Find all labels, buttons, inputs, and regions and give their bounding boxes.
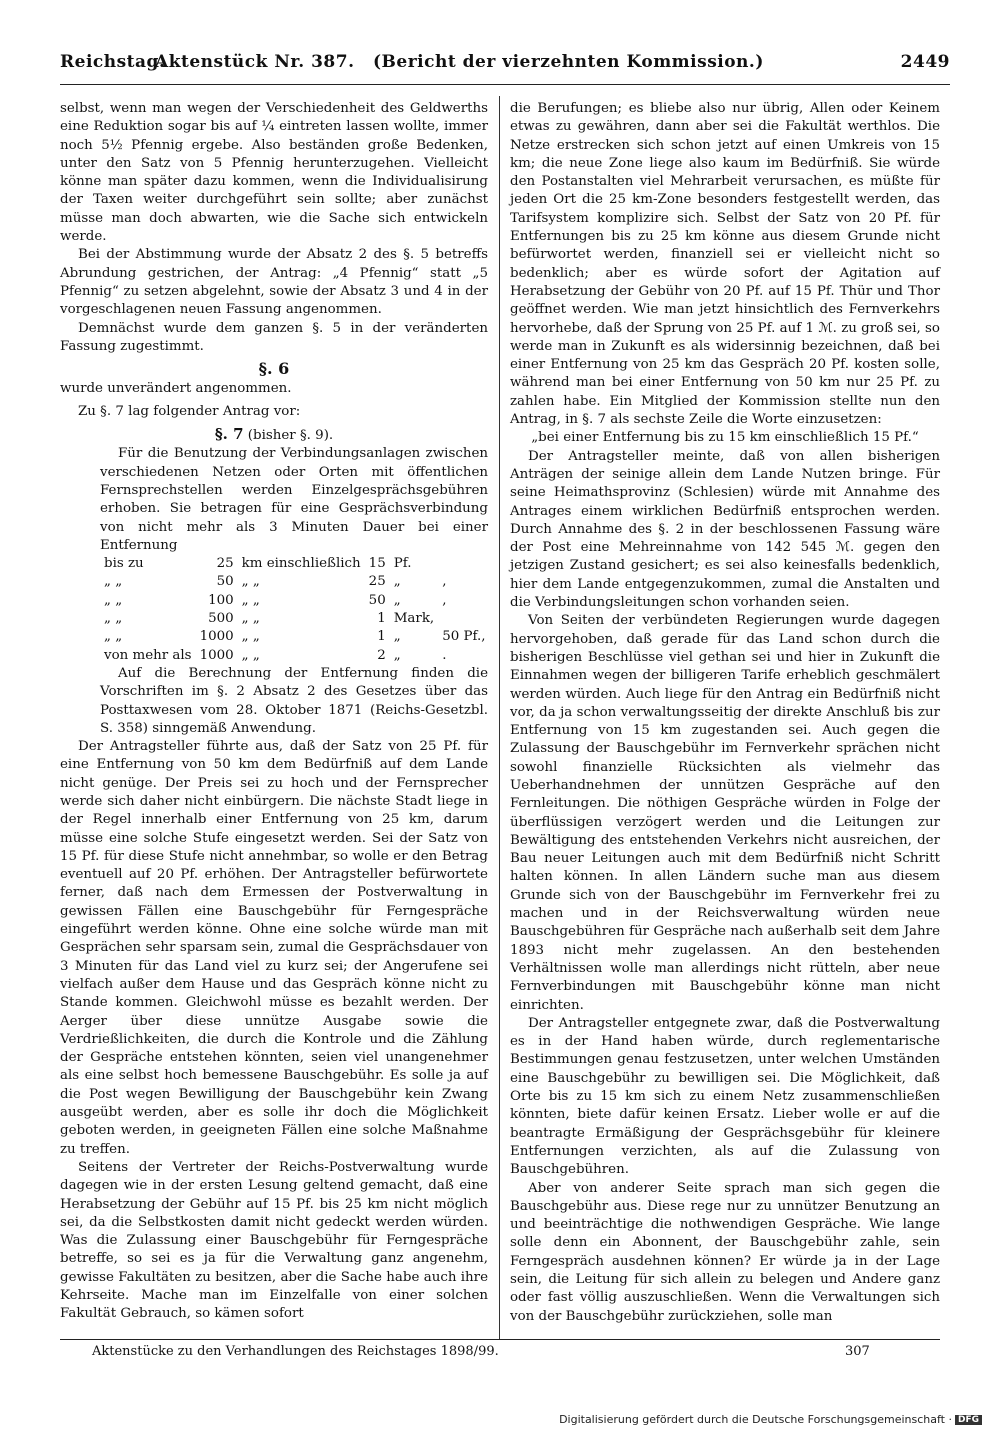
paragraph: Der Antragsteller entgegnete zwar, daß die Postverwaltung es in der Hand haben würde, durch reglementarische Bestimmungen genau festzusetzen, unter welchen Umständen eine Bauschgebühr zu bewilligen sei. Die Möglichkeit, daß Orte bis zu 15 km sich zu einem Netz zusammenschließen könnten, biete dafür keinen Ersatz. Lieber wolle er auf die beantragte Ermäßigung der Gesprächsgebühr für kleinere Entfernungen verzichten, als auf die Zulassung von Bauschgebühren.: [510, 1015, 940, 1178]
running-header: [60, 52, 950, 86]
rate-cell-unit: „ „: [241, 592, 260, 608]
paragraph: Seitens der Vertreter der Reichs-Postverwaltung wurde dagegen wie in der ersten Lesung geltend gemacht, daß eine Herabsetzung der Gebühr auf 15 Pf. bis 25 km nicht möglich sei, da die Selbstkosten damit nicht gedeckt werden würden. Was die Zulassung einer Bauschgebühr für Ferngespräche betreffe, so sei es ja für die Verwaltung ganz angenehm, gewisse Fakultäten zu besitzen, aber die Sache habe auch ihre Kehrseite. Mache man im Einzelfalle von einer solchen Fakultät Gebrauch, so kämen sofort: [60, 1159, 488, 1322]
rate-cell-ex: .: [442, 647, 447, 663]
paragraph: Zu §. 7 lag folgender Antrag vor:: [78, 403, 301, 419]
rate-cell-ex: ,: [442, 592, 447, 608]
rate-cell-km: 500: [208, 611, 234, 627]
rate-cell-fee: 15: [368, 556, 386, 572]
rate-row: [100, 573, 490, 591]
rate-cell-km: 50: [216, 574, 234, 590]
section-7-label: §. 7: [214, 425, 244, 444]
rate-cell-ex: ,: [442, 574, 447, 590]
footer-page-number: 307: [845, 1344, 870, 1359]
rate-row: [100, 647, 490, 665]
rate-cell-cur: Pf.: [393, 556, 412, 572]
rate-cell-km: 100: [208, 592, 234, 608]
paragraph: die Berufungen; es bliebe also nur übrig, Allen oder Keinem etwas zu gewähren, dann aber sei die Fakultät werthlos. Die Netze erstrecken sich schon jetzt auf einen Umkreis von 15 km; die neue Zone liege also kaum im Bedürfniß. Sie würde den Postanstalten viel Mehrarbeit verursachen, es müßte für jeden Ort die 25 km-Zone besonders festgestellt werden, das Tarifsystem komplizire sich. Selbst der Satz von 20 Pf. für Entfernungen bis zu 25 km könne aus diesem Grunde nicht befürwortet werden, finanziell sei er vielleicht nicht so bedenklich; aber es würde sofort der Agitation auf Herabsetzung der Gebühr von 20 Pf. auf 15 Pf. Thür und Thor geöffnet werden. Wie man jetzt hinsichtlich des Fernverkehrs hervorhebe, daß der Sprung von 25 Pf. auf 1 ℳ. zu groß sei, so werde man in Zukunft es als widersinnig bezeichnen, daß bei einer Entfernung von 25 km das Gespräch 20 Pf. kosten solle, während man bei einer Entfernung von 50 km nur 25 Pf. zu zahlen habe. Ein Mitglied der Kommission stellte nun den Antrag, in §. 7 als sechste Zeile die Worte einzusetzen:: [510, 101, 940, 428]
rate-cell-pre: „ „: [104, 592, 123, 608]
left-column: [60, 100, 488, 1324]
page-number: 2449: [900, 52, 950, 72]
rate-cell-cur: „: [393, 647, 401, 663]
quoted-amendment: „bei einer Entfernung bis zu 15 km einschließlich 15 Pf.“: [531, 430, 919, 446]
paragraph: selbst, wenn man wegen der Verschiedenheit des Geldwerths eine Reduktion sogar bis auf ¼ eintreten lassen wollte, immer noch 5½ Pfennig ergebe. Also beständen große Bedenken, unter den Satz von 5 Pfennig herunterzugehen. Vielleicht könne man später dazu kommen, wenn die Individualisirung der Taxen weiter durchgeführt sein sollte; aber zunächst müsse man doch abwarten, wie die Sache sich entwickeln werde.: [60, 101, 488, 245]
rate-cell-pre: „ „: [104, 611, 123, 627]
rate-cell-unit: „ „: [241, 611, 260, 627]
digitization-text: Digitalisierung gefördert durch die Deutsche Forschungsgemeinschaft ·: [559, 1413, 952, 1426]
rate-cell-cur: Mark,: [393, 611, 435, 627]
header-rule: [60, 84, 950, 85]
rate-cell-unit: „ „: [241, 629, 260, 645]
paragraph: Aber von anderer Seite sprach man sich gegen die Bauschgebühr aus. Diese rege nur zu unnützer Benutzung an und beeinträchtige die nothwendigen Gespräche. Wie lange solle denn ein Abonnent, der Bauschgebühr zahle, sein Ferngespräch ausdehnen können? Er würde ja in der Lage sein, die Leitung für sich allein zu belegen und Andere ganz oder fast völlig auszuschließen. Wenn die Verwaltungen sich von der Bauschgebühr zurückziehen, solle man: [510, 1180, 940, 1324]
rate-cell-fee: 2: [377, 647, 386, 663]
rate-cell-unit: „ „: [241, 574, 260, 590]
digitization-credit: [559, 1413, 982, 1426]
paragraph: Auf die Berechnung der Entfernung finden die Vorschriften im §. 2 Absatz 2 des Gesetzes über das Posttaxwesen vom 28. Oktober 1871 (Reichs-Gesetzbl. S. 358) sinngemäß Anwendung.: [100, 665, 488, 736]
rate-cell-unit: „ „: [241, 647, 260, 663]
paragraph: Bei der Abstimmung wurde der Absatz 2 des §. 5 betreffs Abrundung gestrichen, der Antrag: „4 Pfennig“ statt „5 Pfennig“ zu setzen abgelehnt, sowie der Absatz 3 und 4 in der vorgeschlagenen neuen Fassung angenommen.: [60, 247, 488, 318]
rate-row: [100, 628, 490, 646]
section-heading-6: §. 6: [258, 359, 290, 379]
paragraph: Demnächst wurde dem ganzen §. 5 in der veränderten Fassung zugestimmt.: [60, 320, 488, 354]
rate-cell-unit: km einschließlich: [241, 556, 361, 572]
section-7-note: (bisher §. 9).: [243, 428, 334, 444]
paragraph: Für die Benutzung der Verbindungsanlagen zwischen verschiedenen Netzen oder Orten mit öffentlichen Fernsprechstellen werden Einzelgesprächsgebühren erhoben. Sie betragen für eine Gesprächsverbindung von nicht mehr als 3 Minuten Dauer bei einer Entfernung: [100, 446, 488, 553]
rate-row: [100, 592, 490, 610]
paragraph: Der Antragsteller meinte, daß von allen bisherigen Anträgen der seinige allein dem Lande Nutzen bringe. Für seine Heimathsprovinz (Schlesien) würde mit Annahme des Antrages einem wirklichen Bedürfniß entsprochen werden. Durch Annahme des §. 2 in der beschlossenen Fassung wäre der Post eine Mehreinnahme von 142 545 ℳ. gegen den jetzigen Zustand gesichert; es sei also keinesfalls bedenklich, hier dem Lande entgegenzukommen, zumal die Anstalten und die Verbindungsleitungen schon vorhanden seien.: [510, 448, 940, 611]
section-heading-7: [60, 425, 488, 445]
rate-cell-fee: 50: [368, 592, 386, 608]
rate-cell-cur: „: [393, 592, 401, 608]
column-divider: [499, 96, 500, 1340]
header-reichstag: Reichstag.: [60, 52, 166, 72]
rate-cell-fee: 1: [377, 629, 386, 645]
rate-cell-pre: bis zu: [104, 556, 144, 572]
paragraph: Von Seiten der verbündeten Regierungen wurde dagegen hervorgehoben, daß gerade für das Land schon durch die bisherigen Beschlüsse viel gethan sei und hier in Zukunft die Einnahmen wegen der billigeren Tarife erheblich geschmälert werden würden. Auch liege für den Antrag ein Bedürfniß nicht vor, da ja schon verwaltungsseitig der direkte Anschluß bis zur Entfernung von 15 km zugestanden sei. Auch gegen die Zulassung der Bauschgebühr im Fernverkehr sprächen nicht sowohl finanzielle Rücksichten als vielmehr das Ueberhandnehmen der unnützen Gespräche auf den Fernleitungen. Die nöthigen Gespräche würden in Folge der überflüssigen verzögert werden und die Leitungen zur Bewältigung des entstehenden Verkehrs nicht ausreichen, der Bau neuer Leitungen auch mit dem Bedürfniß nicht Schritt halten können. In allen Ländern suche man aus diesem Grunde sich von der Bauschgebühr im Fernverkehr frei zu machen und in der Reichsverwaltung würden neue Bauschgebühren für Gespräche nach außerhalb seit dem Jahre 1893 nicht mehr zugelassen. An den bestehenden Verhältnissen wolle man allerdings nicht rütteln, aber neue Fernverbindungen mit Bauschgebühr könne man nicht einrichten.: [510, 613, 940, 1013]
footer-source: Aktenstücke zu den Verhandlungen des Reichstages 1898/99.: [92, 1344, 499, 1359]
paragraph: wurde unverändert angenommen.: [60, 381, 292, 397]
rate-cell-km: 1000: [199, 647, 234, 663]
footer-rule: [60, 1339, 940, 1340]
rate-cell-km: 25: [216, 556, 234, 572]
rate-cell-fee: 1: [377, 611, 386, 627]
rate-cell-pre: von mehr als: [104, 647, 192, 663]
header-document-number: Aktenstück Nr. 387.: [155, 52, 355, 72]
rate-row: [100, 555, 490, 573]
rate-cell-cur: „: [393, 574, 401, 590]
rate-cell-fee: 25: [368, 574, 386, 590]
rate-table: [100, 555, 490, 665]
rate-cell-km: 1000: [199, 629, 234, 645]
header-report-title: (Bericht der vierzehnten Kommission.): [373, 52, 764, 72]
right-column: [510, 100, 940, 1326]
dfg-logo: DFG: [955, 1415, 982, 1425]
rate-cell-ex: 50 Pf.,: [442, 629, 486, 645]
rate-cell-cur: „: [393, 629, 401, 645]
rate-cell-pre: „ „: [104, 574, 123, 590]
rate-row: [100, 610, 490, 628]
rate-cell-ex: [438, 610, 489, 628]
rate-cell-pre: „ „: [104, 629, 123, 645]
rate-cell-ex: [438, 555, 489, 573]
proposal-text: [100, 445, 488, 738]
paragraph: Der Antragsteller führte aus, daß der Satz von 25 Pf. für eine Entfernung von 50 km dem Bedürfniß auf dem Lande nicht genüge. Der Preis sei zu hoch und der Fernsprecher werde sich daher nicht einbürgern. Die nächste Stadt liege in der Regel innerhalb einer Entfernung von 25 km, darum müsse eine solche Stufe eingesetzt werden. Sei der Satz von 15 Pf. für diese Stufe nicht annehmbar, so wolle er den Betrag eventuell auf 20 Pf. erhöhen. Der Antragsteller befürwortete ferner, daß nach dem Ermessen der Postverwaltung in gewissen Fällen eine Bauschgebühr für Ferngespräche eingeführt werden könne. Ohne eine solche würde man mit Gesprächen sehr sparsam sein, zumal die Gesprächsdauer von 3 Minuten für das Land viel zu kurz sei; der Angerufene sei vielfach außer dem Hause und das Gespräch könne nicht zu Stande kommen. Gleichwohl müsse es bezahlt werden. Der Aerger über diese unnütze Ausgabe sowie die Verdrießlichkeiten, die durch die Kontrole und die Zählung der Gespräche entstehen könnten, seien viel unangenehmer als eine selbst hoch bemessene Bauschgebühr. Es solle ja auf die Post wegen Bewilligung der Bauschgebühr kein Zwang ausgeübt werden, aber es solle ihr doch die Möglichkeit geboten werden, in geeigneten Fällen eine solche Maßnahme zu treffen.: [60, 739, 488, 1157]
